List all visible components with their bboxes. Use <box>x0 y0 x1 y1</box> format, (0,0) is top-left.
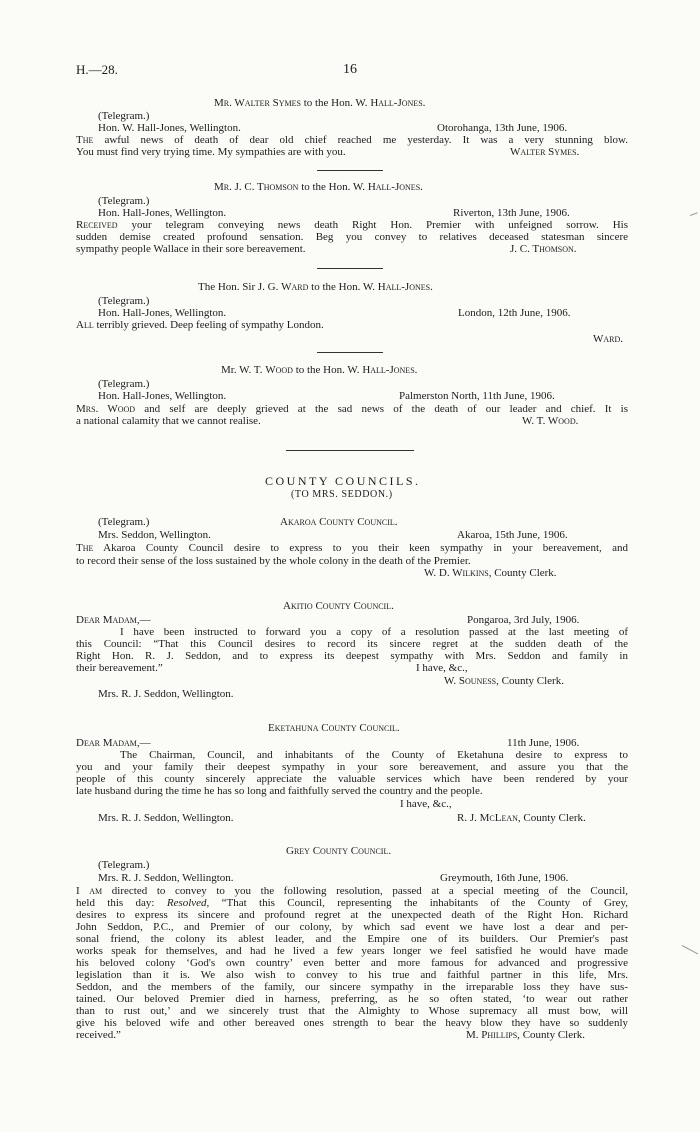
eketahuna-line-4: late husband during the time he has so long and faithfully served the country and the people. <box>76 785 483 797</box>
symes-place-date: Otorohanga, 13th June, 1906. <box>437 122 568 134</box>
grey-line-4: John Seddon, P.C., and Premier of our colony, by which sad event we have lost a dear and per- <box>76 921 628 933</box>
divider <box>317 170 383 171</box>
eketahuna-line-1: The Chairman, Council, and inhabitants of the County of Eketahuna desire to express to <box>120 749 628 761</box>
wood-address: Hon. Hall-Jones, Wellington. <box>98 390 227 402</box>
wood-place-date: Palmerston North, 11th June, 1906. <box>399 390 555 402</box>
symes-line-1: The awful news of death of dear old chief reached me yesterday. It was a very stunning blow. <box>76 134 628 146</box>
thomson-line-3: sympathy people Wallace in their sore bereavement. <box>76 243 306 255</box>
akitio-salutation: Dear Madam,— <box>76 614 151 626</box>
akaroa-signature: W. D. Wilkins, County Clerk. <box>424 567 557 579</box>
eketahuna-addressee: Mrs. R. J. Seddon, Wellington. <box>98 812 234 824</box>
telegram-label: (Telegram.) <box>98 295 150 307</box>
grey-line-11: than to rust out,’ and we sincerely trust that the Almighty to Whose supremacy all must bow, will <box>76 1005 628 1017</box>
wood-signature: W. T. Wood. <box>522 415 579 427</box>
eketahuna-line-3: people of this county sincerely appreciate the valuable services which have been rendered by your <box>76 773 628 785</box>
grey-line-2: held this day: Resolved, “That this Council, representing the inhabitants of the County of Grey, <box>76 897 628 909</box>
akitio-signature: W. Souness, County Clerk. <box>444 675 564 687</box>
grey-line-8: legislation than it is. We also wish to convey to his true and faithful partner in this life, Mrs. <box>76 969 628 981</box>
divider <box>317 352 383 353</box>
divider <box>317 268 383 269</box>
grey-line-10: tained. Our beloved Premier died in harness, preferring, as he so often stated, ‘to wear out rather <box>76 993 628 1005</box>
telegram-label: (Telegram.) <box>98 378 150 390</box>
thomson-signature: J. C. Thomson. <box>510 243 577 255</box>
akaroa-line-2: to record their sense of the loss sustained by the whole colony in the death of the Premier. <box>76 555 471 567</box>
thomson-heading: Mr. J. C. Thomson to the Hon. W. Hall-Jones. <box>214 181 423 193</box>
akaroa-address: Mrs. Seddon, Wellington. <box>98 529 211 541</box>
eketahuna-salutation: Dear Madam,— <box>76 737 151 749</box>
akitio-line-3: Right Hon. R. J. Seddon, and to express its deepest sympathy with Mrs. Seddon and family in <box>76 650 628 662</box>
eketahuna-date: 11th June, 1906. <box>507 737 580 749</box>
akaroa-heading: Akaroa County Council. <box>280 516 398 528</box>
eketahuna-heading: Eketahuna County Council. <box>268 722 400 734</box>
akitio-heading: Akitio County Council. <box>283 600 394 612</box>
grey-line-7: his beloved colony ‘God's own country’ even better and more famous for advanced and progressive <box>76 957 628 969</box>
akitio-line-2: this Council: “That this Council desires to record its sincere regret at the sudden death of the <box>76 638 628 650</box>
section-divider <box>286 450 414 451</box>
symes-heading: Mr. Walter Symes to the Hon. W. Hall-Jones. <box>214 97 426 109</box>
telegram-label: (Telegram.) <box>98 516 150 528</box>
section-title: COUNTY COUNCILS. <box>265 474 421 488</box>
akitio-closing: I have, &c., <box>416 662 468 674</box>
wood-line-1: Mrs. Wood and self are deeply grieved at the sad news of the death of our leader and chief. It is <box>76 403 628 415</box>
grey-address: Mrs. R. J. Seddon, Wellington. <box>98 872 234 884</box>
section-subtitle: (TO MRS. SEDDON.) <box>291 489 393 500</box>
telegram-label: (Telegram.) <box>98 110 150 122</box>
symes-signature: Walter Symes. <box>510 146 580 158</box>
symes-address: Hon. W. Hall-Jones, Wellington. <box>98 122 241 134</box>
grey-line-3: desires to express its sincere and profound regret at the unexpected death of the Right Hon. Richard <box>76 909 628 921</box>
telegram-label: (Telegram.) <box>98 859 150 871</box>
grey-line-9: Seddon, and the members of the family, our sincere sympathy in the irreparable loss they have sus- <box>76 981 628 993</box>
grey-line-13: received.” <box>76 1029 121 1041</box>
page-number: 16 <box>343 62 357 77</box>
thomson-line-1: Received your telegram conveying news death Right Hon. Premier with unfeigned sorrow. His <box>76 219 628 231</box>
ward-line-1: All terribly grieved. Deep feeling of sympathy London. <box>76 319 324 331</box>
ward-address: Hon. Hall-Jones, Wellington. <box>98 307 227 319</box>
thomson-address: Hon. Hall-Jones, Wellington. <box>98 207 227 219</box>
grey-place-date: Greymouth, 16th June, 1906. <box>440 872 569 884</box>
akitio-line-1: I have been instructed to forward you a copy of a resolution passed at the last meeting of <box>120 626 628 638</box>
akitio-place-date: Pongaroa, 3rd July, 1906. <box>467 614 580 626</box>
ward-place-date: London, 12th June, 1906. <box>458 307 571 319</box>
akaroa-line-1: The Akaroa County Council desire to express to you their keen sympathy in your bereavement, and <box>76 542 628 554</box>
eketahuna-line-2: you and your family their deepest sympathy in your sore bereavement, and assure you that the <box>76 761 628 773</box>
eketahuna-signature: R. J. McLean, County Clerk. <box>457 812 586 824</box>
margin-mark <box>682 945 698 954</box>
grey-line-12: give his beloved wife and other bereaved ones strength to bear the heavy blow they have so suddenly <box>76 1017 628 1029</box>
akaroa-place-date: Akaroa, 15th June, 1906. <box>457 529 568 541</box>
ward-signature: Ward. <box>593 333 624 345</box>
grey-line-6: works speak for themselves, and had he lived a few years longer we feel satisfied he would have made <box>76 945 628 957</box>
grey-signature: M. Phillips, County Clerk. <box>466 1029 586 1041</box>
margin-mark <box>690 212 698 216</box>
wood-line-2: a national calamity that we cannot realise. <box>76 415 261 427</box>
thomson-place-date: Riverton, 13th June, 1906. <box>453 207 570 219</box>
akitio-addressee: Mrs. R. J. Seddon, Wellington. <box>98 688 234 700</box>
grey-line-5: sonal friend, the colony its ablest leader, and the Empire one of its builders. Our Premier's past <box>76 933 628 945</box>
grey-line-1: I am directed to convey to you the following resolution, passed at a special meeting of the Council, <box>76 885 628 897</box>
ward-heading: The Hon. Sir J. G. Ward to the Hon. W. Hall-Jones. <box>198 281 433 293</box>
grey-heading: Grey County Council. <box>286 845 392 857</box>
eketahuna-closing: I have, &c., <box>400 798 452 810</box>
akitio-line-4: their bereavement.” <box>76 662 163 674</box>
report-reference: H.—28. <box>76 62 118 77</box>
thomson-line-2: sudden demise created profound sensation. Beg you convey to relatives deceased statesman sincere <box>76 231 628 243</box>
wood-heading: Mr. W. T. Wood to the Hon. W. Hall-Jones. <box>221 364 418 376</box>
telegram-label: (Telegram.) <box>98 195 150 207</box>
symes-line-2: You must find very trying time. My sympathies are with you. <box>76 146 346 158</box>
